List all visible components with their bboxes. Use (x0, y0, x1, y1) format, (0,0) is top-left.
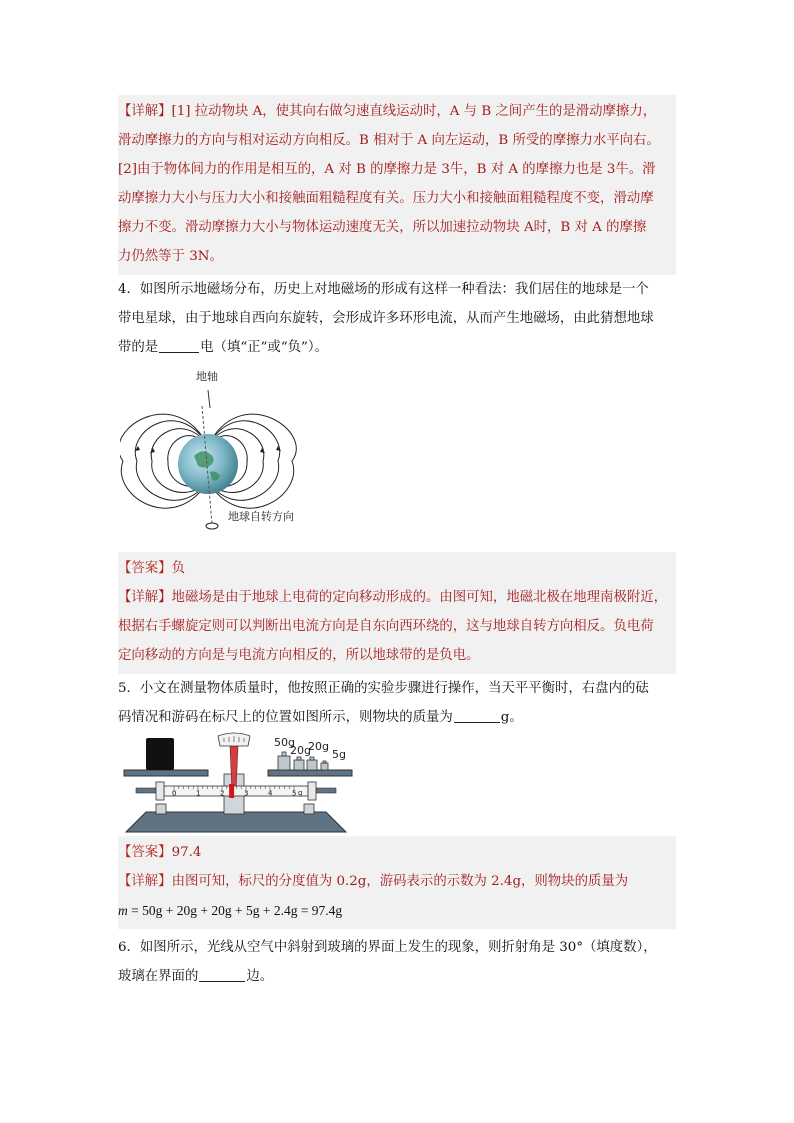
q5-formula (118, 896, 676, 925)
q3-answer-block (118, 95, 676, 275)
earth-magnetic-field-figure (118, 362, 676, 552)
balance-figure (118, 732, 676, 836)
q4-answer-line (118, 554, 676, 583)
q5-text-line (118, 703, 676, 732)
scale-tick-label: 1 (196, 789, 201, 798)
q4-answer-tag: 【答案】 (118, 561, 172, 576)
q5-answer-value: 97.4 (171, 845, 202, 860)
weight-label: 20g (290, 744, 311, 757)
q3-detail-line: 力仍然等于 3N。 (118, 249, 223, 264)
q6-text-after-blank: 边。 (246, 969, 274, 984)
scale-tick-label: 5 (292, 789, 297, 798)
q5-answer-line (118, 838, 676, 867)
q4-text-line: 带电星球，由于地球自西向东旋转，会形成许多环形电流，从而产生地磁场，由此猜想地球 (118, 311, 654, 326)
q5-text-after-blank: g。 (500, 710, 523, 725)
q4-answer-block (118, 552, 676, 674)
q5-answer-block (118, 836, 676, 929)
scale-tick-label: 2 (220, 789, 225, 798)
q5-formula-rest: = 50g + 20g + 20g + 5g + 2.4g = 97.4g (127, 903, 343, 918)
q3-detail-line: 动摩擦力大小与压力大小和接触面粗糙程度有关。压力大小和接触面粗糙程度不变，滑动摩 (118, 191, 654, 206)
weight-label: 20g (308, 740, 329, 753)
q5-text-line: 5．小文在测量物体质量时，他按照正确的实验步骤进行操作，当天平平衡时，右盘内的砝 (118, 681, 649, 696)
q5-answer-blank (454, 708, 500, 723)
q4-text-after-blank: 电（填“正”或“负”）。 (200, 340, 328, 355)
q6-answer-blank (199, 967, 245, 982)
q4-answer-blank (159, 338, 199, 353)
page-content (118, 95, 676, 991)
scale-tick-label: 3 (244, 789, 249, 798)
weight-label: 5g (332, 748, 346, 761)
q6-question (118, 933, 676, 991)
q5-answer-tag: 【答案】 (118, 845, 172, 860)
q5-question (118, 674, 676, 732)
scale-beam (164, 786, 308, 796)
q4-text-before-blank: 带的是 (118, 340, 159, 355)
q4-text-line: 4．如图所示地磁场分布，历史上对地磁场的形成有这样一种看法：我们居住的地球是一个 (118, 282, 649, 297)
q6-text-line (118, 962, 676, 991)
q5-detail-line (118, 867, 676, 896)
q5-detail-text: 由图可知，标尺的分度值为 0.2g，游码表示的示数为 2.4g，则物块的质量为 (171, 874, 629, 889)
q4-question (118, 275, 676, 362)
right-pan (268, 770, 352, 776)
q3-detail-line: [2]由于物体间力的作用是相互的，A 对 B 的摩擦力是 3牛，B 对 A 的摩擦力也是 3牛。滑 (118, 162, 656, 177)
q3-detail-line: 滑动摩擦力的方向与相对运动方向相反。B 相对于 A 向左运动，B 所受的摩擦力水平向右。 (118, 133, 660, 148)
balance-base (126, 812, 346, 832)
earth-rotation-label: 地球自转方向 (228, 510, 294, 523)
earth-axis-label: 地轴 (196, 370, 218, 383)
q4-detail-line: 定向移动的方向是与电流方向相反的，所以地球带的是负电。 (118, 648, 480, 663)
scale-unit-label: g (298, 789, 303, 797)
scale-rider (229, 784, 234, 798)
left-pan (124, 770, 208, 776)
scale-tick-label: 4 (268, 789, 273, 798)
balance-diagram (120, 732, 370, 836)
q5-formula-var: m (118, 903, 128, 918)
q6-text-line: 6．如图所示，光线从空气中斜射到玻璃的界面上发生的现象，则折射角是 30°（填度数）， (118, 940, 657, 955)
q4-detail-line: 根据右手螺旋定则可以判断出电流方向是自东向西环绕的，这与地球自转方向相反。负电荷 (118, 619, 654, 634)
scale-tick-label: 0 (172, 789, 177, 798)
q5-detail-tag: 【详解】 (118, 874, 172, 889)
q4-text-line (118, 333, 676, 362)
q3-detail-line: 擦力不变。滑动摩擦力大小与物体运动速度无关，所以加速拉动物块 A时，B 对 A 的摩擦 (118, 220, 647, 235)
q4-answer-value: 负 (171, 561, 185, 576)
weight-label: 50g (274, 736, 295, 749)
q5-text-before-blank: 码情况和游码在标尺上的位置如图所示，则物块的质量为 (118, 710, 453, 725)
object-block (146, 738, 174, 770)
q4-detail-line: 【详解】地磁场是由于地球上电荷的定向移动形成的。由图可知，地磁北极在地理南极附近， (118, 590, 668, 605)
q3-detail-line: 【详解】[1] 拉动物块 A，使其向右做匀速直线运动时，A 与 B 之间产生的是滑动摩擦力， (118, 104, 657, 119)
q6-text-before-blank: 玻璃在界面的 (118, 969, 199, 984)
